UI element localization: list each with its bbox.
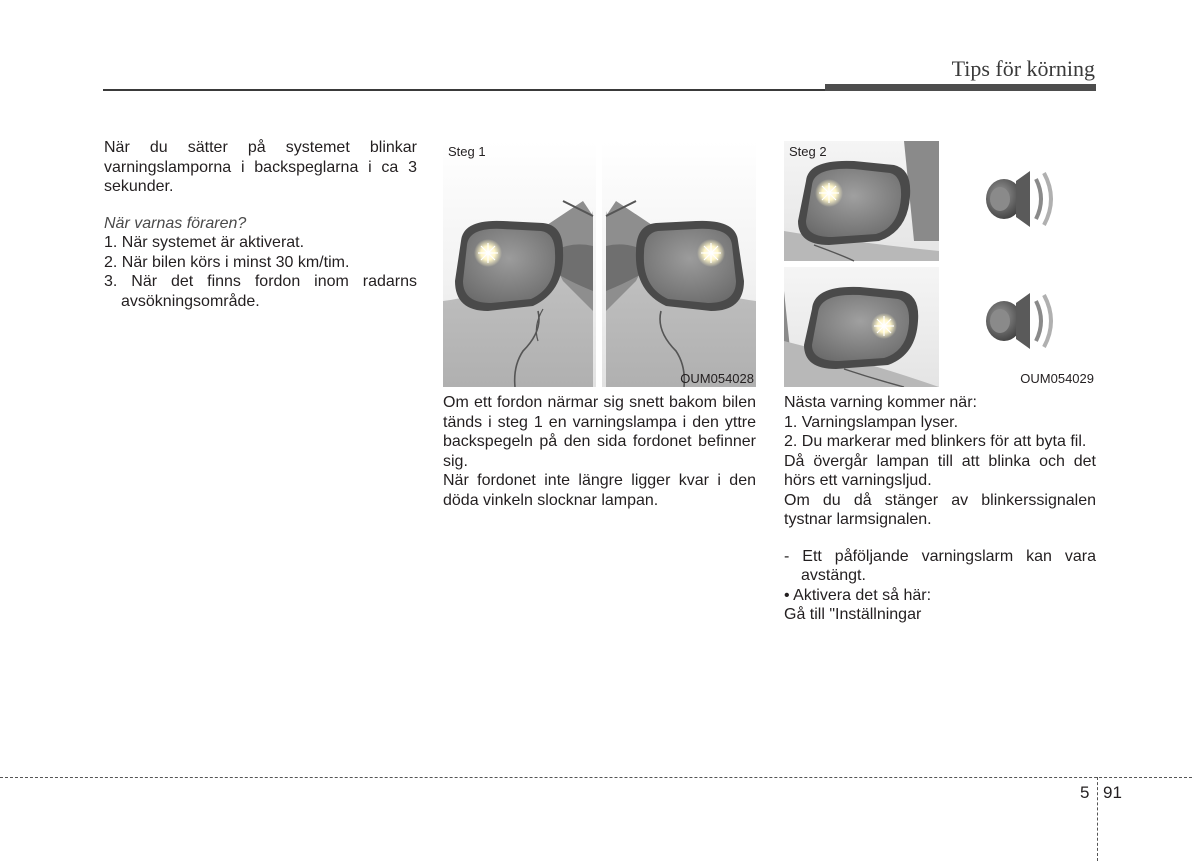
header-rule (103, 89, 825, 91)
page-header-title: Tips för körning (951, 56, 1095, 81)
figure-step-2 (784, 141, 1096, 387)
section-heading: När varnas föraren? (104, 214, 247, 232)
figure-code: OUM054028 (680, 371, 754, 386)
column-1 (104, 138, 417, 311)
column-3 (784, 393, 1096, 625)
list-item: 1. Varningslampan lyser. (784, 413, 959, 431)
list-item: 2. Du markerar med blinkers för att byta fil. (784, 433, 1087, 450)
step2-paragraph: Då övergår lampan till att blinka och det hörs ett varningsljud. (784, 452, 1096, 489)
figure-code: OUM054029 (1020, 371, 1094, 386)
step1-paragraph: Om ett fordon närmar sig snett bakom bilen tänds i steg 1 en varningslampa i den yttre backspegeln på den sida fordonet befinner sig. (443, 394, 756, 470)
figure-label: Steg 2 (789, 144, 827, 159)
figure-label: Steg 1 (448, 144, 486, 159)
step2-lead: Nästa varning kommer när: (784, 394, 977, 411)
footer-divider (1097, 777, 1098, 861)
header-rule-accent (825, 84, 1096, 91)
step1-paragraph-2: När fordonet inte längre ligger kvar i den döda vinkeln slocknar lampan. (443, 472, 756, 509)
instruction-line: Gå till "Inställningar (784, 606, 922, 623)
page-number: 91 (1103, 783, 1122, 802)
column-2 (443, 393, 756, 510)
list-item: 2. När bilen körs i minst 30 km/tim. (104, 253, 350, 271)
list-item: 3. När det finns fordon inom radarns avsökningsområde. (104, 273, 417, 310)
list-item: 1. När systemet är aktiverat. (104, 234, 305, 251)
mirror-sound-illustration (784, 141, 1096, 387)
intro-paragraph: När du sätter på systemet blinkar varningslamporna i backspeglarna i ca 3 sekunder. (104, 139, 417, 195)
note-item: - Ett påföljande varningslarm kan vara avstängt. (784, 547, 1096, 584)
chapter-number: 5 (1080, 783, 1090, 802)
footer-rule (0, 777, 1192, 778)
mirror-illustration (443, 141, 756, 387)
bullet-item: • Aktivera det så här: (784, 586, 932, 604)
figure-step-1 (443, 141, 756, 387)
step2-paragraph-2: Om du då stänger av blinkerssignalen tystnar larmsignalen. (784, 491, 1096, 528)
